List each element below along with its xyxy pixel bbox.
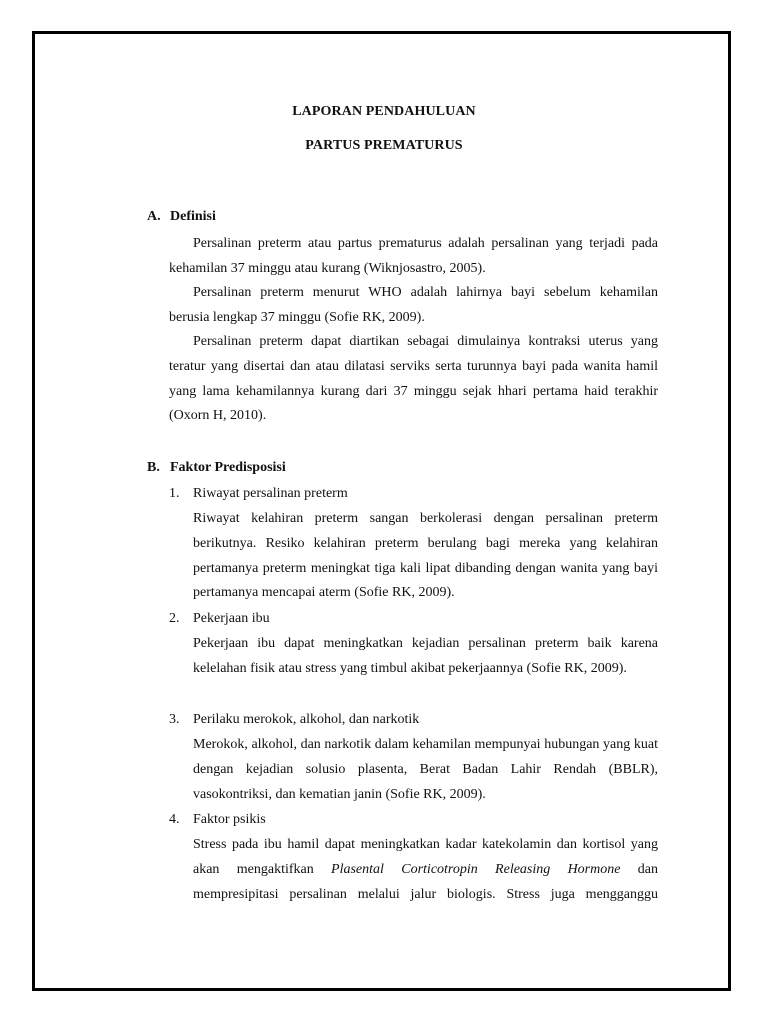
definition-paragraph-1: Persalinan preterm atau partus prematurus adalah persalinan yang terjadi pada kehamilan 37 minggu atau kurang (Wiknjosastro, 2005). (169, 236, 658, 276)
list-item-3-heading (169, 712, 419, 728)
list-item-2-title: Pekerjaan ibu (193, 611, 270, 626)
section-a-heading (147, 209, 216, 225)
hormone-name-italic: Plasental Corticotropin Releasing Hormone (331, 861, 621, 877)
document-title: LAPORAN PENDAHULUAN (292, 104, 476, 119)
list-item-2-body: Pekerjaan ibu dapat meningkatkan kejadian persalinan preterm baik karena kelelahan fisik atau stress yang timbul akibat pekerjaannya (Sofie RK, 2009). (193, 636, 658, 676)
list-item-4-heading (169, 812, 266, 828)
list-item-1-title: Riwayat persalinan preterm (193, 486, 348, 501)
list-item-2-number: 2. (169, 611, 180, 626)
definition-paragraph-3: Persalinan preterm dapat diartikan sebagai dimulainya kontraksi uterus yang teratur yang disertai dan atau dilatasi serviks serta turunnya bayi pada wanita hamil yang lama kehamilannya kurang dari 37 minggu sejak hhari pertama haid terakhir (Oxorn H, 2010). (169, 334, 658, 424)
list-item-2-heading (169, 611, 270, 627)
section-b-heading (147, 460, 286, 476)
list-item-3-body: Merokok, alkohol, dan narkotik dalam kehamilan mempunyai hubungan yang kuat dengan kejadian solusio plasenta, Berat Badan Lahir Rendah (BBLR), vasokontriksi, dan kematian janin (Sofie RK, 2009). (193, 737, 658, 802)
list-item-1-number: 1. (169, 486, 180, 501)
list-item-4-number: 4. (169, 812, 180, 827)
list-item-4-title: Faktor psikis (193, 812, 266, 827)
section-b-title: Faktor Predisposisi (170, 460, 286, 475)
document-subtitle: PARTUS PREMATURUS (305, 138, 463, 153)
list-item-1-heading (169, 486, 348, 502)
list-item-3-title: Perilaku merokok, alkohol, dan narkotik (193, 712, 420, 727)
list-item-4-body: Stress pada ibu hamil dapat meningkatkan kadar katekolamin dan kortisol yang akan mengaktifkan Plasental Corticotropin Releasing Hormone dan mempresipitasi persalinan melalui jalur biologis. Stress juga mengganggu (193, 837, 659, 902)
section-a-letter: A. (147, 209, 161, 224)
section-b-letter: B. (147, 460, 160, 475)
definition-paragraph-2: Persalinan preterm menurut WHO adalah lahirnya bayi sebelum kehamilan berusia lengkap 37 minggu (Sofie RK, 2009). (169, 285, 658, 325)
list-item-3-number: 3. (169, 712, 180, 727)
list-item-1-body: Riwayat kelahiran preterm sangan berkolerasi dengan persalinan preterm berikutnya. Resiko kelahiran preterm berulang bagi mereka yang kelahiran pertamanya preterm meningkat tiga kali lipat dibanding dengan wanita yang bayi pertamanya mencapai aterm (Sofie RK, 2009). (193, 511, 658, 601)
section-a-title: Definisi (170, 209, 216, 224)
